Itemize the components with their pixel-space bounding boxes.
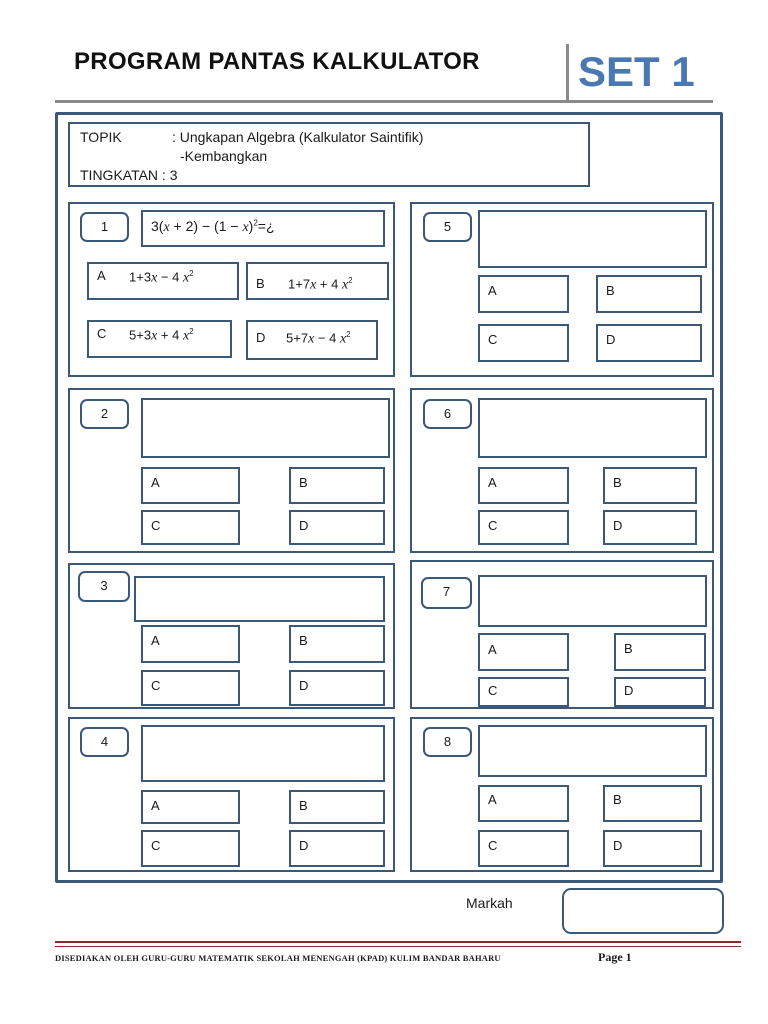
q6-option-b[interactable] — [603, 467, 697, 504]
q3-option-b[interactable] — [289, 625, 385, 663]
q7-option-a[interactable] — [478, 633, 569, 671]
option-letter: D — [256, 330, 266, 345]
question-8-answer-box[interactable] — [478, 725, 707, 777]
q8-option-c[interactable] — [478, 830, 569, 867]
option-letter: B — [299, 633, 308, 648]
q4-option-b[interactable] — [289, 790, 385, 824]
option-letter: A — [488, 475, 497, 490]
option-letter: D — [299, 518, 309, 533]
option-letter: C — [97, 326, 107, 341]
q2-option-b[interactable] — [289, 467, 385, 504]
topic-box — [68, 122, 590, 187]
q6-option-a[interactable] — [478, 467, 569, 504]
option-letter: A — [151, 633, 160, 648]
option-letter: C — [488, 332, 498, 347]
option-letter: D — [613, 518, 623, 533]
option-letter: A — [488, 792, 497, 807]
option-expression: 1+7x + 4 $x^2$ — [288, 276, 353, 293]
option-letter: D — [299, 838, 309, 853]
q6-option-c[interactable] — [478, 510, 569, 545]
question-number: 4 — [80, 727, 129, 757]
question-4-answer-box[interactable] — [141, 725, 385, 782]
q1-option-a[interactable] — [87, 262, 239, 300]
q1-option-d[interactable] — [246, 320, 378, 360]
question-number: 8 — [423, 727, 472, 757]
topik-label: TOPIK — [80, 129, 122, 145]
q1-option-b[interactable] — [246, 262, 389, 300]
markah-label: Markah — [466, 895, 513, 911]
option-letter: B — [613, 475, 622, 490]
q7-option-b[interactable] — [614, 633, 706, 671]
question-1-text: $3(x + 2) - (1 - x)^2=¿$ — [151, 218, 275, 235]
q8-option-a[interactable] — [478, 785, 569, 822]
question-3-answer-box[interactable] — [134, 576, 385, 622]
q5-option-b[interactable] — [596, 275, 702, 313]
q8-option-d[interactable] — [603, 830, 702, 867]
question-7-answer-box[interactable] — [478, 575, 707, 627]
q5-option-a[interactable] — [478, 275, 569, 313]
option-letter: A — [488, 642, 497, 657]
option-letter: A — [151, 798, 160, 813]
q4-option-c[interactable] — [141, 830, 240, 867]
q7-option-c[interactable] — [478, 677, 569, 707]
question-number: 2 — [80, 399, 129, 429]
q3-option-c[interactable] — [141, 670, 240, 706]
option-letter: B — [606, 283, 615, 298]
option-expression: 1+3x − 4 $x^2$ — [129, 269, 194, 286]
option-letter: A — [97, 268, 106, 283]
option-letter: D — [606, 332, 616, 347]
q2-option-d[interactable] — [289, 510, 385, 545]
option-letter: B — [299, 475, 308, 490]
option-letter: C — [151, 518, 161, 533]
q2-option-c[interactable] — [141, 510, 240, 545]
option-letter: B — [256, 276, 265, 291]
footer-credit: DISEDIAKAN OLEH GURU-GURU MATEMATIK SEKOLAH MENENGAH (KPAD) KULIM BANDAR BAHARU — [55, 953, 501, 963]
option-expression: 5+3x + 4 $x^2$ — [129, 327, 194, 344]
footer-rule-thin — [55, 946, 741, 947]
option-letter: C — [488, 838, 498, 853]
q5-option-d[interactable] — [596, 324, 702, 362]
markah-input[interactable] — [562, 888, 724, 934]
option-letter: D — [299, 678, 309, 693]
question-number: 3 — [78, 571, 130, 602]
title-divider — [566, 44, 569, 102]
option-letter: A — [151, 475, 160, 490]
option-letter: B — [299, 798, 308, 813]
q1-option-c[interactable] — [87, 320, 232, 358]
topik-value: : Ungkapan Algebra (Kalkulator Saintifik) — [172, 129, 424, 145]
option-letter: C — [151, 678, 161, 693]
q3-option-d[interactable] — [289, 670, 385, 706]
q2-option-a[interactable] — [141, 467, 240, 504]
tingkatan-label: TINGKATAN : 3 — [80, 167, 178, 183]
question-1-expression[interactable] — [141, 210, 385, 247]
question-6-answer-box[interactable] — [478, 398, 707, 458]
question-5-answer-box[interactable] — [478, 210, 707, 268]
question-number: 5 — [423, 212, 472, 242]
q6-option-d[interactable] — [603, 510, 697, 545]
option-letter: B — [624, 641, 633, 656]
footer-rule — [55, 941, 741, 943]
option-letter: C — [488, 518, 498, 533]
question-number: 7 — [421, 577, 472, 609]
question-number: 6 — [423, 399, 472, 429]
question-2-answer-box[interactable] — [141, 398, 390, 458]
q4-option-d[interactable] — [289, 830, 385, 867]
q7-option-d[interactable] — [614, 677, 706, 707]
option-letter: B — [613, 792, 622, 807]
subtopic: -Kembangkan — [180, 148, 268, 164]
option-letter: C — [488, 683, 498, 698]
q4-option-a[interactable] — [141, 790, 240, 824]
q8-option-b[interactable] — [603, 785, 702, 822]
set-label: SET 1 — [578, 48, 695, 95]
option-letter: C — [151, 838, 161, 853]
question-number: 1 — [80, 212, 129, 242]
worksheet-title: PROGRAM PANTAS KALKULATOR — [74, 48, 480, 75]
q3-option-a[interactable] — [141, 625, 240, 663]
option-letter: D — [613, 838, 623, 853]
option-letter: D — [624, 683, 634, 698]
q5-option-c[interactable] — [478, 324, 569, 362]
header-rule — [55, 100, 713, 103]
page-number: Page 1 — [598, 950, 632, 964]
option-letter: A — [488, 283, 497, 298]
option-expression: 5+7x − 4 $x^2$ — [286, 330, 351, 347]
